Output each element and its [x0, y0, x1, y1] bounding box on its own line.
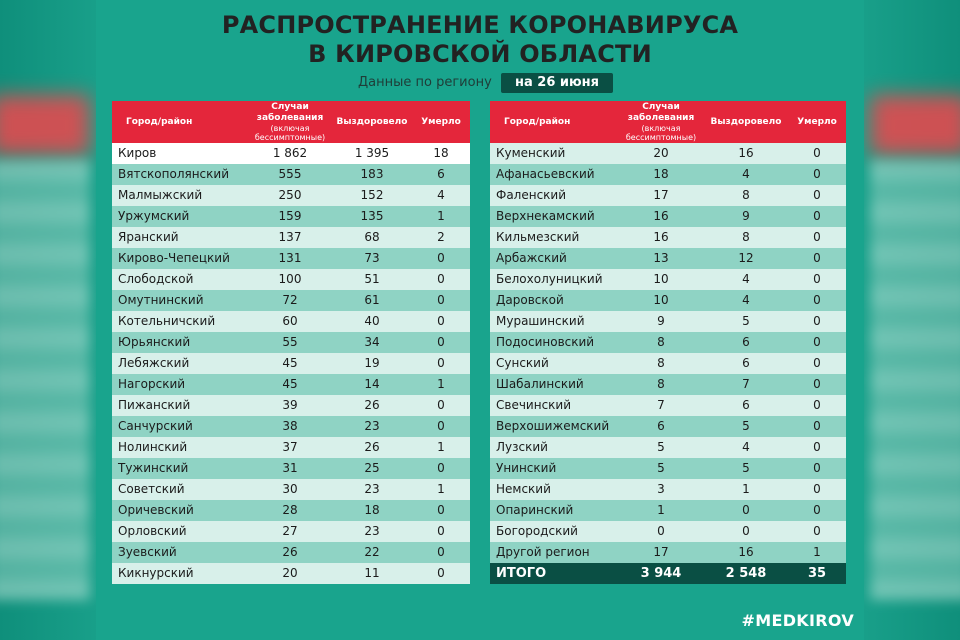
- left-table: [112, 101, 470, 584]
- table-row: [112, 290, 470, 311]
- cell-died: 0: [788, 332, 846, 353]
- cell-cases: 8: [618, 353, 704, 374]
- cell-cases: 45: [248, 374, 332, 395]
- table-header-row: [112, 101, 470, 143]
- table-row: [112, 311, 470, 332]
- cell-recovered: 23: [332, 416, 412, 437]
- cell-cases: 9: [618, 311, 704, 332]
- cell-recovered: 1 395: [332, 143, 412, 164]
- cell-city: Опаринский: [490, 500, 618, 521]
- cell-recovered: 152: [332, 185, 412, 206]
- table-row: [490, 206, 846, 227]
- header-cases: [248, 101, 332, 143]
- cell-recovered: 5: [704, 416, 788, 437]
- cell-cases: 28: [248, 500, 332, 521]
- header-died: Умерло: [412, 101, 470, 143]
- cell-city: Арбажский: [490, 248, 618, 269]
- cell-city: Свечинский: [490, 395, 618, 416]
- cell-recovered: 26: [332, 395, 412, 416]
- cell-died: 0: [788, 479, 846, 500]
- cell-cases: 1 862: [248, 143, 332, 164]
- cell-city: Куменский: [490, 143, 618, 164]
- table-row: [490, 353, 846, 374]
- cell-cases: 18: [618, 164, 704, 185]
- cell-died: 0: [412, 290, 470, 311]
- cell-cases: 250: [248, 185, 332, 206]
- cell-cases: 13: [618, 248, 704, 269]
- cell-recovered: 18: [332, 500, 412, 521]
- table-row: [490, 521, 846, 542]
- cell-recovered: 183: [332, 164, 412, 185]
- table-row: [112, 458, 470, 479]
- cell-cases: 10: [618, 290, 704, 311]
- cell-city: Белохолуницкий: [490, 269, 618, 290]
- right-table: [490, 101, 846, 584]
- cell-city: Кикнурский: [112, 563, 248, 584]
- cell-city: Немский: [490, 479, 618, 500]
- cell-died: 1: [412, 206, 470, 227]
- cell-cases: 45: [248, 353, 332, 374]
- cell-recovered: 73: [332, 248, 412, 269]
- title-line-1: РАСПРОСТРАНЕНИЕ КОРОНАВИРУСА: [221, 11, 739, 39]
- cell-died: 0: [788, 269, 846, 290]
- cell-died: 0: [788, 416, 846, 437]
- cell-died: 0: [412, 248, 470, 269]
- cell-died: 2: [412, 227, 470, 248]
- cell-city: Киров: [112, 143, 248, 164]
- cell-city: Орловский: [112, 521, 248, 542]
- cell-city: Оричевский: [112, 500, 248, 521]
- cell-died: 0: [788, 437, 846, 458]
- cell-recovered: 11: [332, 563, 412, 584]
- table-row: [490, 395, 846, 416]
- cell-cases: 37: [248, 437, 332, 458]
- cell-recovered: 51: [332, 269, 412, 290]
- total-cases: 3 944: [618, 563, 704, 584]
- cell-city: Шабалинский: [490, 374, 618, 395]
- header-cases-note: (включая бессимптомные): [625, 124, 697, 142]
- table-row: [490, 269, 846, 290]
- cell-city: Богородский: [490, 521, 618, 542]
- cell-died: 0: [412, 521, 470, 542]
- cell-died: 0: [788, 290, 846, 311]
- cell-cases: 137: [248, 227, 332, 248]
- cell-recovered: 7: [704, 374, 788, 395]
- cell-city: Санчурский: [112, 416, 248, 437]
- cell-died: 0: [788, 164, 846, 185]
- cell-died: 0: [788, 311, 846, 332]
- cell-city: Нагорский: [112, 374, 248, 395]
- cell-recovered: 25: [332, 458, 412, 479]
- cell-died: 1: [412, 374, 470, 395]
- header-city: Город/район: [490, 101, 618, 143]
- right-table-body: [490, 143, 846, 584]
- cell-recovered: 12: [704, 248, 788, 269]
- cell-cases: 3: [618, 479, 704, 500]
- cell-city: Омутнинский: [112, 290, 248, 311]
- cell-recovered: 40: [332, 311, 412, 332]
- table-row: [112, 164, 470, 185]
- table-row: [490, 416, 846, 437]
- cell-cases: 16: [618, 227, 704, 248]
- table-row: [112, 248, 470, 269]
- cell-cases: 159: [248, 206, 332, 227]
- header-cases-note: (включая бессимптомные): [254, 124, 326, 142]
- cell-died: 0: [412, 395, 470, 416]
- date-badge: на 26 июня: [501, 73, 613, 93]
- cell-recovered: 4: [704, 437, 788, 458]
- table-row: [490, 374, 846, 395]
- cell-city: Котельничский: [112, 311, 248, 332]
- cell-recovered: 4: [704, 290, 788, 311]
- cell-cases: 16: [618, 206, 704, 227]
- header-cases: [618, 101, 704, 143]
- cell-died: 1: [412, 437, 470, 458]
- cell-died: 0: [788, 353, 846, 374]
- cell-city: Малмыжский: [112, 185, 248, 206]
- title-line-2: В КИРОВСКОЙ ОБЛАСТИ: [308, 40, 652, 68]
- cell-recovered: 6: [704, 353, 788, 374]
- cell-died: 0: [412, 542, 470, 563]
- cell-died: 0: [788, 143, 846, 164]
- cell-recovered: 6: [704, 395, 788, 416]
- table-row: [112, 185, 470, 206]
- cell-died: 4: [412, 185, 470, 206]
- cell-cases: 555: [248, 164, 332, 185]
- left-table-body: [112, 143, 470, 584]
- cell-recovered: 22: [332, 542, 412, 563]
- cell-recovered: 9: [704, 206, 788, 227]
- cell-recovered: 26: [332, 437, 412, 458]
- cell-city: Кирово-Чепецкий: [112, 248, 248, 269]
- header-cases-label: Случаи заболевания: [627, 102, 695, 123]
- header-city: Город/район: [112, 101, 248, 143]
- cell-city: Уржумский: [112, 206, 248, 227]
- cell-recovered: 23: [332, 521, 412, 542]
- cell-died: 1: [788, 542, 846, 563]
- cell-cases: 72: [248, 290, 332, 311]
- cell-died: 0: [788, 248, 846, 269]
- cell-city: Советский: [112, 479, 248, 500]
- total-died: 35: [788, 563, 846, 584]
- cell-recovered: 0: [704, 521, 788, 542]
- cell-cases: 0: [618, 521, 704, 542]
- cell-cases: 31: [248, 458, 332, 479]
- cell-cases: 60: [248, 311, 332, 332]
- cell-cases: 8: [618, 332, 704, 353]
- table-row: [112, 374, 470, 395]
- cell-died: 0: [788, 458, 846, 479]
- cell-cases: 8: [618, 374, 704, 395]
- table-row: [490, 185, 846, 206]
- table-row: [490, 290, 846, 311]
- cell-city: Подосиновский: [490, 332, 618, 353]
- table-row: [112, 206, 470, 227]
- cell-died: 0: [788, 521, 846, 542]
- table-row: [112, 353, 470, 374]
- table-row: [112, 563, 470, 584]
- cell-recovered: 4: [704, 164, 788, 185]
- table-row: [490, 437, 846, 458]
- cell-city: Сунский: [490, 353, 618, 374]
- table-row: [490, 458, 846, 479]
- cell-cases: 20: [618, 143, 704, 164]
- cell-cases: 39: [248, 395, 332, 416]
- table-row: [490, 248, 846, 269]
- cell-cases: 7: [618, 395, 704, 416]
- cell-cases: 26: [248, 542, 332, 563]
- cell-recovered: 8: [704, 185, 788, 206]
- cell-recovered: 14: [332, 374, 412, 395]
- cell-died: 1: [412, 479, 470, 500]
- blurred-right-band: [860, 0, 960, 640]
- cell-city: Лузский: [490, 437, 618, 458]
- table-row: [112, 143, 470, 164]
- cell-cases: 27: [248, 521, 332, 542]
- cell-died: 0: [412, 416, 470, 437]
- cell-recovered: 0: [704, 500, 788, 521]
- table-row: [112, 416, 470, 437]
- cell-recovered: 8: [704, 227, 788, 248]
- total-row: [490, 563, 846, 584]
- cell-cases: 10: [618, 269, 704, 290]
- cell-city: Мурашинский: [490, 311, 618, 332]
- cell-died: 6: [412, 164, 470, 185]
- cell-recovered: 34: [332, 332, 412, 353]
- cell-died: 0: [412, 311, 470, 332]
- table-row: [490, 164, 846, 185]
- cell-recovered: 135: [332, 206, 412, 227]
- table-row: [112, 332, 470, 353]
- cell-cases: 100: [248, 269, 332, 290]
- table-row: [490, 311, 846, 332]
- cell-cases: 6: [618, 416, 704, 437]
- cell-city: Тужинский: [112, 458, 248, 479]
- cell-recovered: 4: [704, 269, 788, 290]
- cell-city: Юрьянский: [112, 332, 248, 353]
- table-row: [112, 500, 470, 521]
- cell-died: 0: [788, 395, 846, 416]
- table-row: [112, 269, 470, 290]
- cell-died: 18: [412, 143, 470, 164]
- cell-city: Вятскополянский: [112, 164, 248, 185]
- cell-died: 0: [788, 206, 846, 227]
- header-died: Умерло: [788, 101, 846, 143]
- cell-died: 0: [412, 500, 470, 521]
- table-row: [112, 395, 470, 416]
- cell-cases: 5: [618, 458, 704, 479]
- cell-city: Верхнекамский: [490, 206, 618, 227]
- table-row: [490, 479, 846, 500]
- cell-died: 0: [788, 185, 846, 206]
- table-row: [112, 437, 470, 458]
- table-row: [112, 479, 470, 500]
- cell-recovered: 68: [332, 227, 412, 248]
- table-row: [112, 521, 470, 542]
- cell-city: Яранский: [112, 227, 248, 248]
- table-row: [112, 542, 470, 563]
- cell-recovered: 16: [704, 143, 788, 164]
- blurred-left-band: [0, 0, 100, 640]
- cell-died: 0: [412, 353, 470, 374]
- table-row: [490, 542, 846, 563]
- cell-city: Пижанский: [112, 395, 248, 416]
- cell-city: Унинский: [490, 458, 618, 479]
- cell-cases: 131: [248, 248, 332, 269]
- total-recovered: 2 548: [704, 563, 788, 584]
- cell-city: Другой регион: [490, 542, 618, 563]
- cell-cases: 17: [618, 185, 704, 206]
- cell-died: 0: [788, 227, 846, 248]
- cell-recovered: 5: [704, 311, 788, 332]
- table-row: [490, 500, 846, 521]
- cell-cases: 55: [248, 332, 332, 353]
- infographic-panel: [96, 0, 864, 640]
- cell-city: Лебяжский: [112, 353, 248, 374]
- cell-city: Слободской: [112, 269, 248, 290]
- cell-city: Афанасьевский: [490, 164, 618, 185]
- cell-city: Даровской: [490, 290, 618, 311]
- table-row: [490, 332, 846, 353]
- subtitle: Данные по региону: [358, 75, 492, 90]
- cell-recovered: 19: [332, 353, 412, 374]
- cell-city: Кильмезский: [490, 227, 618, 248]
- cell-cases: 20: [248, 563, 332, 584]
- cell-city: Зуевский: [112, 542, 248, 563]
- cell-recovered: 1: [704, 479, 788, 500]
- cell-recovered: 5: [704, 458, 788, 479]
- table-header-row: [490, 101, 846, 143]
- cell-cases: 5: [618, 437, 704, 458]
- cell-died: 0: [788, 500, 846, 521]
- header-recovered: Выздоровело: [332, 101, 412, 143]
- cell-city: Фаленский: [490, 185, 618, 206]
- cell-died: 0: [412, 458, 470, 479]
- hashtag: #MEDKIROV: [741, 611, 854, 630]
- table-row: [490, 143, 846, 164]
- cell-cases: 38: [248, 416, 332, 437]
- cell-cases: 30: [248, 479, 332, 500]
- cell-died: 0: [412, 269, 470, 290]
- cell-died: 0: [412, 563, 470, 584]
- cell-city: Нолинский: [112, 437, 248, 458]
- cell-died: 0: [412, 332, 470, 353]
- cell-recovered: 6: [704, 332, 788, 353]
- cell-cases: 1: [618, 500, 704, 521]
- table-row: [112, 227, 470, 248]
- cell-recovered: 16: [704, 542, 788, 563]
- cell-city: Верхошижемский: [490, 416, 618, 437]
- total-label: ИТОГО: [490, 563, 618, 584]
- cell-recovered: 23: [332, 479, 412, 500]
- cell-recovered: 61: [332, 290, 412, 311]
- header-cases-label: Случаи заболевания: [256, 102, 324, 123]
- cell-died: 0: [788, 374, 846, 395]
- table-row: [490, 227, 846, 248]
- cell-cases: 17: [618, 542, 704, 563]
- header-recovered: Выздоровело: [704, 101, 788, 143]
